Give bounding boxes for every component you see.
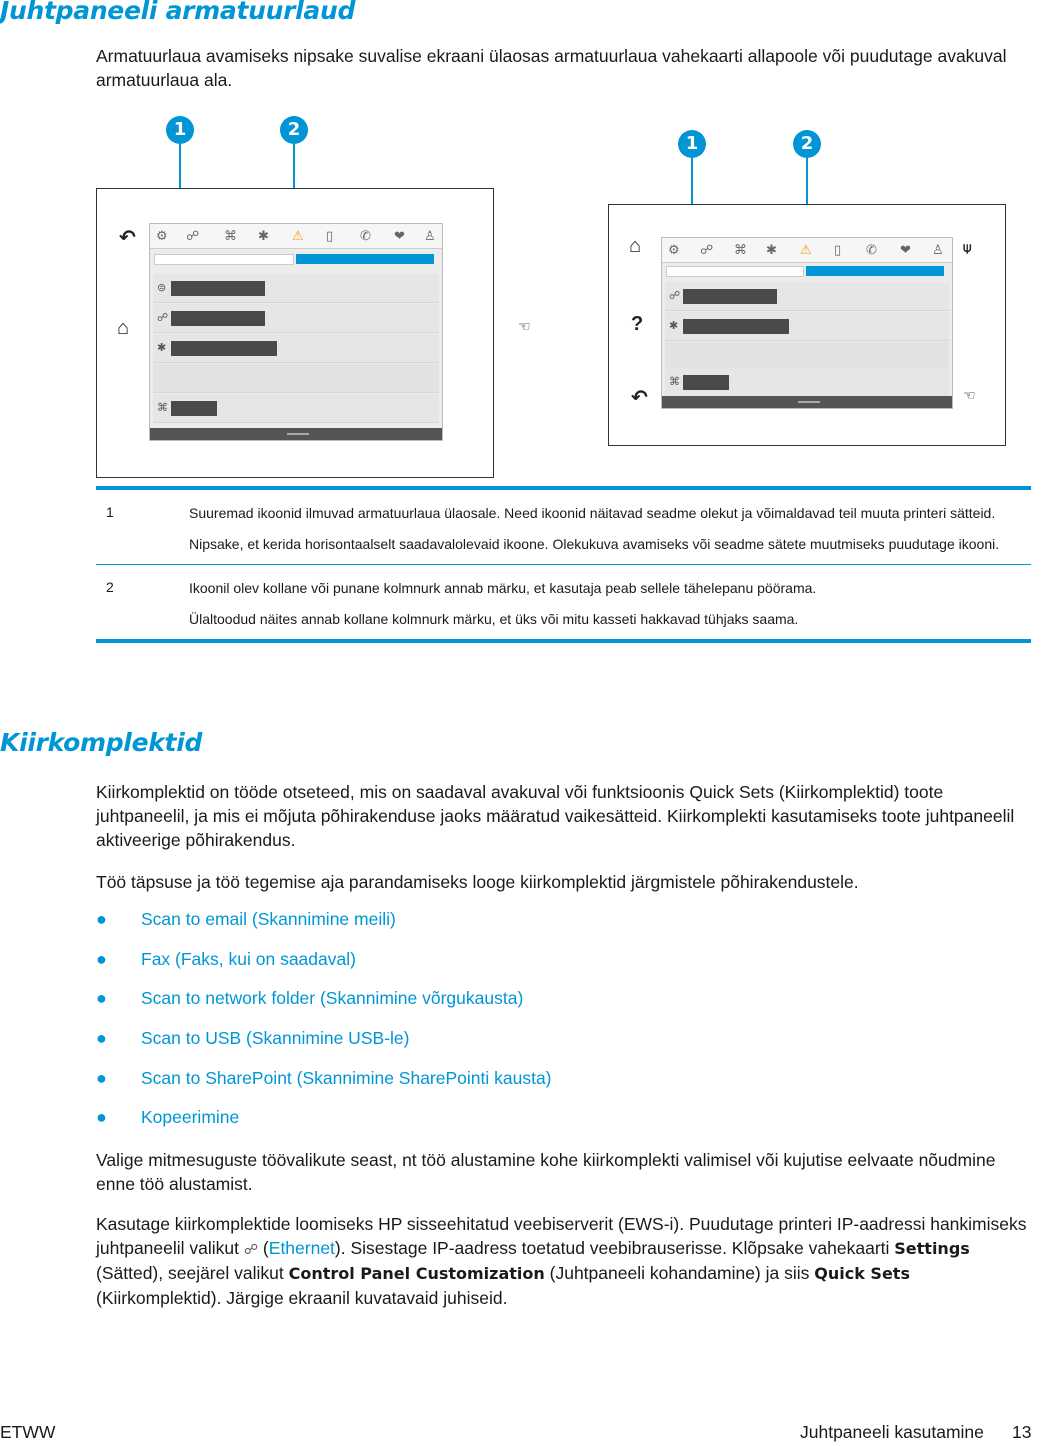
dashboard-bar[interactable]: [662, 238, 952, 263]
list-item[interactable]: [153, 304, 439, 333]
quick-sets-p3: Valige mitmesuguste töövalikute seast, nt töö alustamine kohe kiirkomplekti valimisel või kujutise eelvaate nõudmine enne töö alustamist.: [96, 1150, 996, 1194]
warning-icon[interactable]: ⚠: [800, 242, 812, 257]
progress-bar: [296, 254, 434, 264]
table-row: [96, 490, 1031, 564]
list-item[interactable]: [665, 282, 949, 311]
wifi-direct-icon[interactable]: ⌘: [734, 242, 747, 257]
row-text: Nipsake, et kerida horisontaalselt saadavalolevaid ikoone. Olekukuva avamiseks või seadme sätete muutmiseks puudutage ikooni.: [189, 536, 1000, 552]
footer-left: ETWW: [0, 1422, 56, 1442]
list-item-label: [683, 319, 789, 334]
list-item-label: [683, 375, 729, 390]
quick-sets-p1: Kiirkomplektid on tööde otseteed, mis on saadaval avakuval või funktsioonis Quick Sets (Kiirkomplektid) toote juhtpaneelil, ja mis ei mõjuta põhirakenduse jaoks määratud vaikesätteid. Kiirkomplekti kasutamiseks toote juhtpaneelil aktiveerige põhirakendus.: [96, 782, 1015, 850]
swipe-handle[interactable]: [150, 428, 442, 440]
home-icon: ⌂: [117, 317, 130, 339]
fax-icon[interactable]: ✆: [360, 228, 371, 243]
bullet-icon: ●: [96, 948, 107, 969]
touchscreen[interactable]: [661, 237, 953, 409]
callout-table: [96, 486, 1031, 643]
p4-text: ). Sisestage IP-aadress toetatud veebibrauserisse. Klõpsake vahekaarti: [334, 1238, 895, 1258]
dashboard-intro: Armatuurlaua avamiseks nipsake suvalise ekraani ülaosas armatuurlaua vahekaarti allapoole või puudutage avakuval armatuurlaua ala.: [96, 46, 1007, 90]
p4-text: (Kiirkomplektid). Järgige ekraanil kuvatavaid juhiseid.: [96, 1288, 508, 1308]
gear-icon[interactable]: ⚙: [156, 228, 168, 243]
list-item-link[interactable]: Scan to network folder (Skannimine võrgukausta): [141, 988, 524, 1009]
back-icon: ↶: [119, 227, 136, 249]
ink-icon[interactable]: ❤: [900, 242, 911, 257]
callout-1-left: 1: [166, 116, 194, 144]
nfc-icon: ☜: [518, 318, 531, 334]
callout-2-left: 2: [280, 116, 308, 144]
network-icon: ☍: [157, 312, 169, 324]
control-panel-small: [608, 204, 1006, 446]
network-icon[interactable]: ☍: [186, 228, 200, 243]
list-item[interactable]: [665, 368, 949, 397]
row-text: Suuremad ikoonid ilmuvad armatuurlaua ülaosale. Need ikoonid näitavad seadme olekut ja võimaldavad teil muuta printeri sätteid.: [189, 505, 996, 521]
dashboard-figure: [96, 108, 1031, 480]
ink-icon[interactable]: ❤: [394, 228, 405, 243]
row-text: Ülaltoodud näites annab kollane kolmnurk märku, et üks või mitu kasseti hakkavad tühjaks saama.: [189, 611, 799, 627]
supplies-icon[interactable]: ▯: [326, 228, 334, 243]
list-item[interactable]: [153, 274, 439, 303]
settings-term: Settings: [894, 1239, 970, 1258]
control-panel-large: [96, 188, 494, 478]
list-item[interactable]: [96, 1104, 552, 1144]
p4-text: (Juhtpaneeli kohandamine) ja siis: [544, 1263, 815, 1283]
section-title-quick-sets: Kiirkomplektid: [0, 728, 203, 757]
supplies-icon[interactable]: ▯: [834, 242, 842, 257]
list-item-link[interactable]: Fax (Faks, kui on saadaval): [141, 948, 356, 969]
p4-text: (: [258, 1238, 269, 1258]
dashboard-bar[interactable]: [150, 224, 442, 249]
list-item[interactable]: [665, 312, 949, 341]
list-item-link[interactable]: Scan to USB (Skannimine USB-le): [141, 1028, 410, 1049]
quick-sets-term: Quick Sets: [814, 1264, 910, 1283]
table-bottom-rule: [96, 639, 1031, 643]
p4-text: Kasutage kiirkomplektide loomiseks HP sisseehitatud veebiserverit (EWS-i). Puudutage printeri IP-aadressi hankimiseks juhtpaneelil valikut: [96, 1214, 1027, 1258]
gear-icon[interactable]: ⚙: [668, 242, 680, 257]
touchscreen[interactable]: [149, 223, 443, 441]
home-icon: ⌂: [629, 235, 642, 257]
quick-sets-p4: [96, 1212, 1031, 1310]
row-description: [189, 490, 1009, 564]
list-item[interactable]: [96, 1065, 552, 1105]
list-item-label: [171, 341, 277, 356]
list-item[interactable]: [96, 906, 552, 946]
quick-sets-p2: Töö täpsuse ja töö tegemise aja parandamiseks looge kiirkomplektid järgmistele põhirakendustele.: [96, 872, 859, 892]
wireless-icon[interactable]: ✱: [258, 228, 269, 243]
p4-text: (Sätted), seejärel valikut: [96, 1263, 289, 1283]
wifi-direct-icon: ⌘: [157, 402, 168, 414]
list-item-label: [171, 281, 265, 296]
user-icon[interactable]: ♙: [932, 242, 944, 257]
row-description: [189, 565, 1009, 639]
list-item[interactable]: [153, 334, 439, 363]
wireless-icon: ✱: [669, 320, 679, 332]
row-text: Ikoonil olev kollane või punane kolmnurk annab märku, et kasutaja peab sellele tähelepanu pöörama.: [189, 580, 817, 596]
list-item-link[interactable]: Scan to SharePoint (Skannimine SharePointi kausta): [141, 1067, 552, 1088]
swipe-handle[interactable]: [662, 396, 952, 408]
wireless-icon[interactable]: ✱: [766, 242, 777, 257]
list-item-link[interactable]: Kopeerimine: [141, 1107, 240, 1128]
back-icon: ↶: [631, 387, 648, 409]
control-panel-customization-term: Control Panel Customization: [288, 1264, 545, 1283]
row-number: 1: [106, 504, 114, 520]
user-icon[interactable]: ♙: [424, 228, 436, 243]
quick-sets-list: [96, 906, 552, 1144]
list-item-label: [171, 311, 265, 326]
table-row: [96, 565, 1031, 639]
footer-title: Juhtpaneeli kasutamine: [800, 1422, 984, 1442]
network-icon: ☍: [243, 1241, 259, 1257]
row-number: 2: [106, 579, 114, 595]
page-number: 13: [1012, 1422, 1032, 1442]
bullet-icon: ●: [96, 1067, 107, 1088]
printer-icon: ⊜: [157, 282, 167, 294]
fax-icon[interactable]: ✆: [866, 242, 877, 257]
bullet-icon: ●: [96, 909, 107, 929]
callout-1-right: 1: [678, 130, 706, 158]
wireless-antenna-icon: ⍦: [963, 239, 972, 255]
ethernet-link[interactable]: Ethernet: [268, 1238, 335, 1258]
wifi-direct-icon[interactable]: ⌘: [224, 228, 237, 243]
wifi-direct-icon: ⌘: [669, 376, 680, 388]
network-icon: ☍: [669, 290, 681, 302]
bullet-icon: ●: [96, 1107, 107, 1128]
progress-bar: [806, 266, 944, 276]
list-item[interactable]: [665, 342, 949, 371]
network-icon[interactable]: ☍: [700, 242, 714, 257]
list-item[interactable]: [153, 364, 439, 393]
callout-2-right: 2: [793, 130, 821, 158]
bullet-icon: ●: [96, 988, 107, 1009]
wireless-icon: ✱: [157, 342, 167, 354]
list-item[interactable]: [153, 394, 439, 423]
list-item-link[interactable]: Scan to email (Skannimine meili): [141, 909, 396, 929]
section-title-dashboard: Juhtpaneeli armatuurlaud: [0, 0, 356, 25]
list-item-label: [171, 401, 217, 416]
help-icon: ?: [631, 313, 644, 335]
list-item[interactable]: [96, 946, 552, 986]
list-item[interactable]: [96, 985, 552, 1025]
status-bar: [154, 254, 294, 265]
bullet-icon: ●: [96, 1028, 107, 1049]
nfc-icon: ☜: [963, 387, 976, 403]
status-bar: [666, 266, 804, 277]
warning-icon[interactable]: ⚠: [292, 228, 304, 243]
list-item-label: [683, 289, 777, 304]
list-item[interactable]: [96, 1025, 552, 1065]
